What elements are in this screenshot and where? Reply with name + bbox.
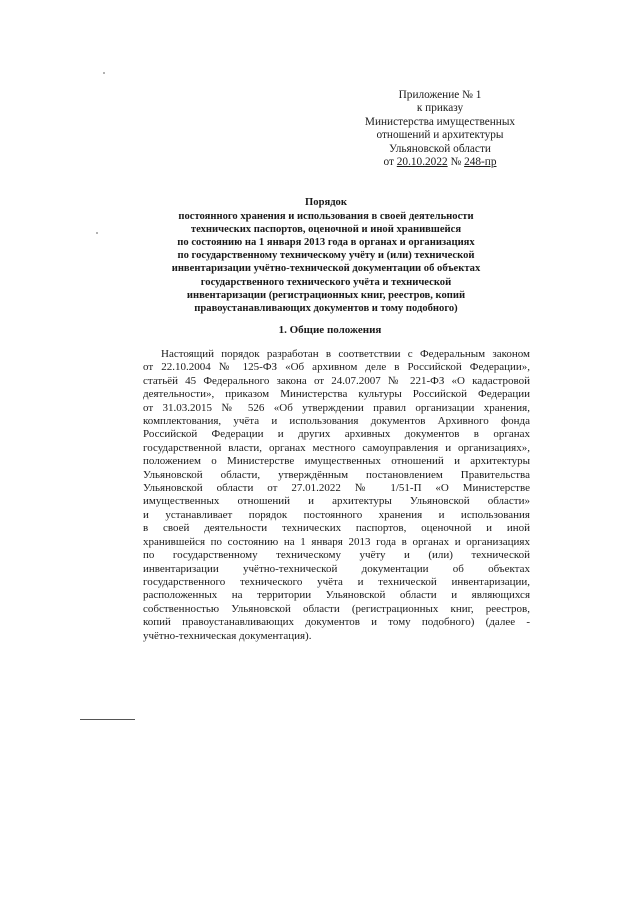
title-line: инвентаризации учётно-технической документации об объектах	[171, 263, 481, 275]
title-line: по государственному техническому учёту и (или) технической	[177, 250, 475, 262]
paragraph-line: в своей деятельности технических паспортов, оценочной и иной	[143, 522, 530, 535]
appendix-region: Ульяновской области	[389, 142, 491, 155]
scan-speck	[96, 232, 98, 234]
footnote-separator	[80, 719, 135, 720]
paragraph-line: учётно-техническая документация).	[143, 629, 312, 642]
paragraph-line: от 31.03.2015 № 526 «Об утверждении правил организации хранения,	[143, 401, 530, 414]
paragraph-line: расположенных на территории Ульяновской области и являющихся	[143, 589, 530, 602]
appendix-to-order: к приказу	[416, 102, 464, 115]
paragraph-line: государственной власти, органах местного самоуправления и организациях»,	[143, 441, 530, 454]
title-heading: Порядок	[305, 197, 347, 208]
appendix-date-line	[360, 156, 520, 169]
paragraph-line: инвентаризации учётно-технической документации об объектах	[143, 562, 530, 575]
paragraph-line: положением о Министерстве имущественных отношений и архитектуры	[143, 455, 530, 468]
section-heading: 1. Общие положения	[278, 324, 382, 336]
title-line: правоустанавливающих документов и тому подобного)	[194, 302, 458, 314]
title-line: по состоянию на 1 января 2013 года в органах и организациях	[177, 237, 475, 249]
paragraph-line: и устанавливает порядок постоянного хранения и использования	[143, 508, 530, 521]
title-line: государственного технического учёта и технической	[200, 276, 452, 288]
appendix-header	[360, 89, 520, 169]
paragraph-line: государственного технического учёта и технической инвентаризации,	[143, 575, 530, 588]
paragraph-line: Ульяновской области, утверждённым постановлением Правительства	[143, 468, 530, 481]
paragraph-line: по государственному техническому учёту и (или) технической	[143, 549, 530, 562]
appendix-date-prefix: от	[383, 156, 397, 169]
appendix-ministry-cont: отношений и архитектуры	[376, 129, 504, 142]
paragraph-line: собственностью Ульяновской области (регистрационных книг, реестров,	[143, 602, 530, 615]
title-line: инвентаризации (регистрационных книг, реестров, копий	[186, 289, 466, 301]
appendix-order-number: 248-пр	[464, 156, 497, 169]
paragraph-line: комплектования, учёта и использования документов Архивного фонда	[143, 415, 530, 428]
paragraph-line: от 22.10.2004 № 125-ФЗ «Об архивном деле в Российской Федерации»,	[143, 361, 530, 374]
title-line: технических паспортов, оценочной и иной хранившейся	[190, 224, 462, 236]
appendix-number: Приложение № 1	[398, 89, 482, 101]
paragraph-line: статьёй 45 Федерального закона от 24.07.2007 № 221-ФЗ «О кадастровой	[143, 374, 530, 387]
paragraph-line: имущественных отношений и архитектуры Ульяновской области»	[143, 495, 530, 508]
scan-speck	[103, 72, 105, 74]
paragraph-line: хранившейся по состоянию на 1 января 2013 года в органах и организациях	[143, 535, 530, 548]
document-title	[150, 196, 502, 315]
paragraph-line: копий правоустанавливающих документов и тому подобного) (далее -	[143, 616, 530, 629]
appendix-date: 20.10.2022	[396, 156, 448, 169]
paragraph-line: Настоящий порядок разработан в соответствии с Федеральным законом	[161, 348, 530, 360]
appendix-ministry: Министерства имущественных	[364, 115, 516, 128]
paragraph-line: деятельности», приказом Министерства культуры Российской Федерации	[143, 388, 530, 401]
paragraph-line: Российской Федерации и других архивных документов в органах	[143, 428, 530, 441]
section-body-paragraph	[143, 348, 530, 643]
paragraph-line: Ульяновской области от 27.01.2022 № 1/51-П «О Министерстве	[143, 482, 530, 495]
title-line: постоянного хранения и использования в своей деятельности	[178, 211, 474, 223]
appendix-number-prefix: №	[447, 156, 465, 169]
